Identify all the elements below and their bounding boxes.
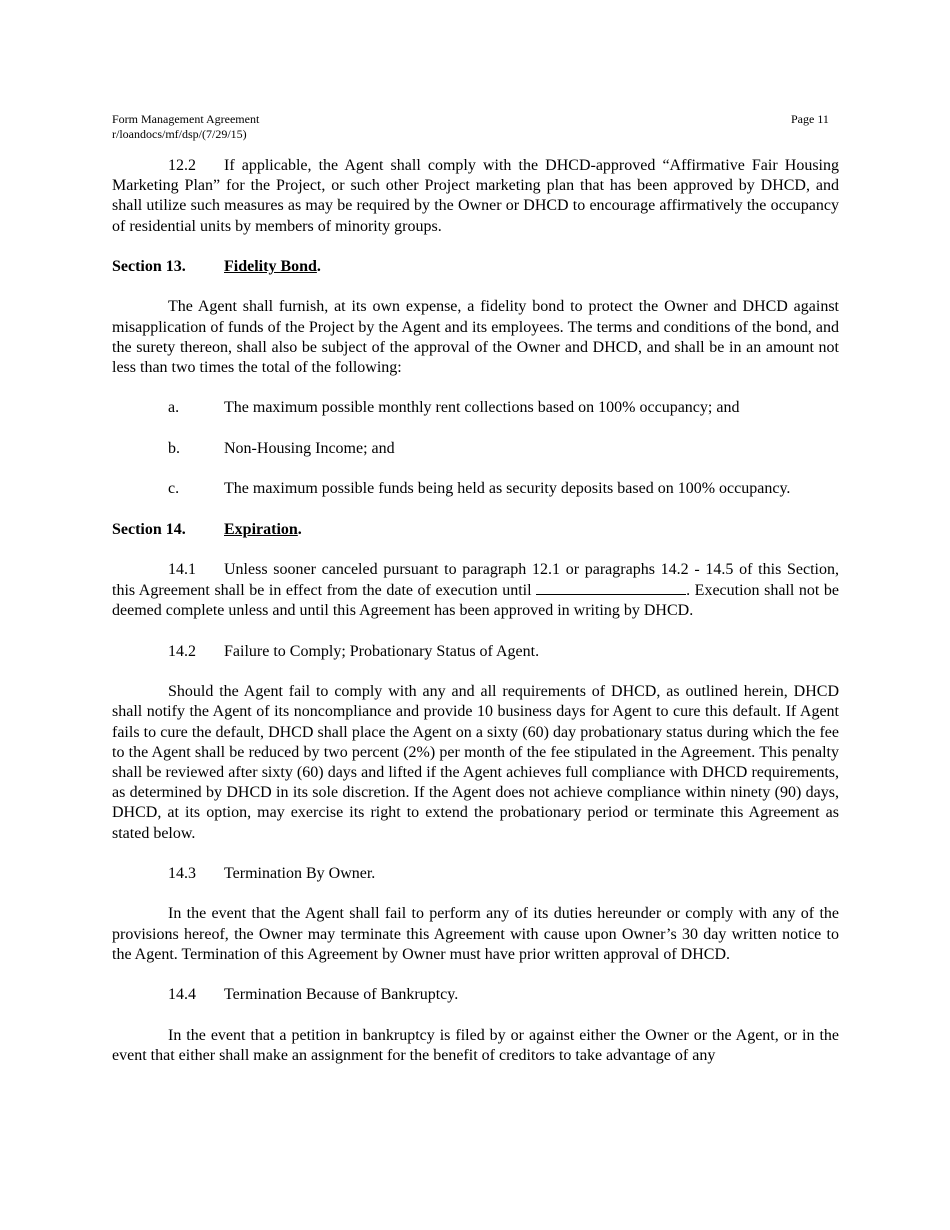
form-title: Form Management Agreement <box>112 112 260 126</box>
paragraph-12-2 <box>112 156 839 237</box>
date-blank-line <box>536 580 686 595</box>
paragraph-number: 14.1 <box>168 560 196 578</box>
paragraph-14-4-body: In the event that a petition in bankruptcy is filed by or against either the Owner or the Agent, or in the event that either shall make an assignment for the benefit of creditors to take advantage of any <box>112 1026 839 1064</box>
section-14-heading: Section 14. Expiration. <box>112 520 839 540</box>
paragraph-14-1 <box>112 560 839 622</box>
paragraph-text-cont: . Execution shall not be deemed complete unless and until this Agreement has been approved in writing by DHCD. <box>112 582 839 620</box>
list-item <box>112 398 839 418</box>
list-text: The maximum possible monthly rent collections based on 100% occupancy; and <box>224 399 740 417</box>
paragraph-text: If applicable, the Agent shall comply with the DHCD-approved “Affirmative Fair Housing Marketing Plan” for the Project, or such other Project marketing plan that has been approved by DHCD, and shall utilize such measures as may be required by the Owner or DHCD to encourage affirmatively the occupancy of residential units by members of minority groups. <box>112 157 839 235</box>
list-text: Non-Housing Income; and <box>224 439 395 457</box>
section-title: Fidelity Bond <box>224 258 317 275</box>
list-item <box>112 479 839 499</box>
section-label: Section 14. <box>112 520 186 538</box>
subheading-14-4 <box>112 985 839 1005</box>
section-title: Expiration <box>224 520 298 538</box>
paragraph-number: 14.2 <box>168 642 196 660</box>
paragraph-number: 12.2 <box>168 157 196 174</box>
document-body <box>112 156 839 1086</box>
list-text: The maximum possible funds being held as security deposits based on 100% occupancy. <box>224 480 791 498</box>
list-item <box>112 439 839 459</box>
section-label: Section 13. <box>112 258 186 275</box>
paragraph-number: 14.3 <box>168 864 196 882</box>
paragraph-14-2-body: Should the Agent fail to comply with any and all requirements of DHCD, as outlined herein, DHCD shall notify the Agent of its noncompliance and provide 10 business days for Agent to cure this default. If Agent fails to cure the default, DHCD shall place the Agent on a sixty (60) day probationary status during which the fee to the Agent shall be reduced by two percent (2%) per month of the fee stipulated in the Agreement. This penalty shall be reviewed after sixty (60) days and lifted if the Agent achieves full compliance with DHCD requirements, as determined by DHCD in its sole discretion. If the Agent does not achieve compliance within ninety (90) days, DHCD, at its option, may exercise its right to extend the probationary period or terminate this Agreement as stated below. <box>112 683 839 842</box>
subheading-14-2 <box>112 642 839 662</box>
page-number: Page 11 <box>791 112 829 126</box>
section-13-heading: Section 13. Fidelity Bond. <box>112 257 839 277</box>
subheading-title: Termination Because of Bankruptcy. <box>224 986 459 1004</box>
list-letter: c. <box>168 480 180 498</box>
file-path: r/loandocs/mf/dsp/(7/29/15) <box>112 127 247 141</box>
list-letter: a. <box>168 399 180 417</box>
list-letter: b. <box>168 439 180 457</box>
page-header-left <box>112 112 259 142</box>
subheading-14-3 <box>112 864 839 884</box>
paragraph-number: 14.4 <box>168 986 196 1004</box>
paragraph-text: Unless sooner canceled pursuant to paragraph 12.1 or paragraphs 14.2 - 14.5 of this Section, this Agreement shall be in effect from the date of execution until <box>112 560 839 600</box>
subheading-title: Failure to Comply; Probationary Status of Agent. <box>224 642 540 660</box>
section-13-body: The Agent shall furnish, at its own expense, a fidelity bond to protect the Owner and DHCD against misapplication of funds of the Project by the Agent and its employees. The terms and conditions of the bond, and the surety thereon, shall also be subject of the approval of the Owner and DHCD, and shall be in an amount not less than two times the total of the following: <box>112 298 839 376</box>
subheading-title: Termination By Owner. <box>224 864 376 882</box>
paragraph-14-3-body: In the event that the Agent shall fail to perform any of its duties hereunder or comply with any of the provisions hereof, the Owner may terminate this Agreement with cause upon Owner’s 30 day written notice to the Agent. Termination of this Agreement by Owner must have prior written approval of DHCD. <box>112 905 839 963</box>
